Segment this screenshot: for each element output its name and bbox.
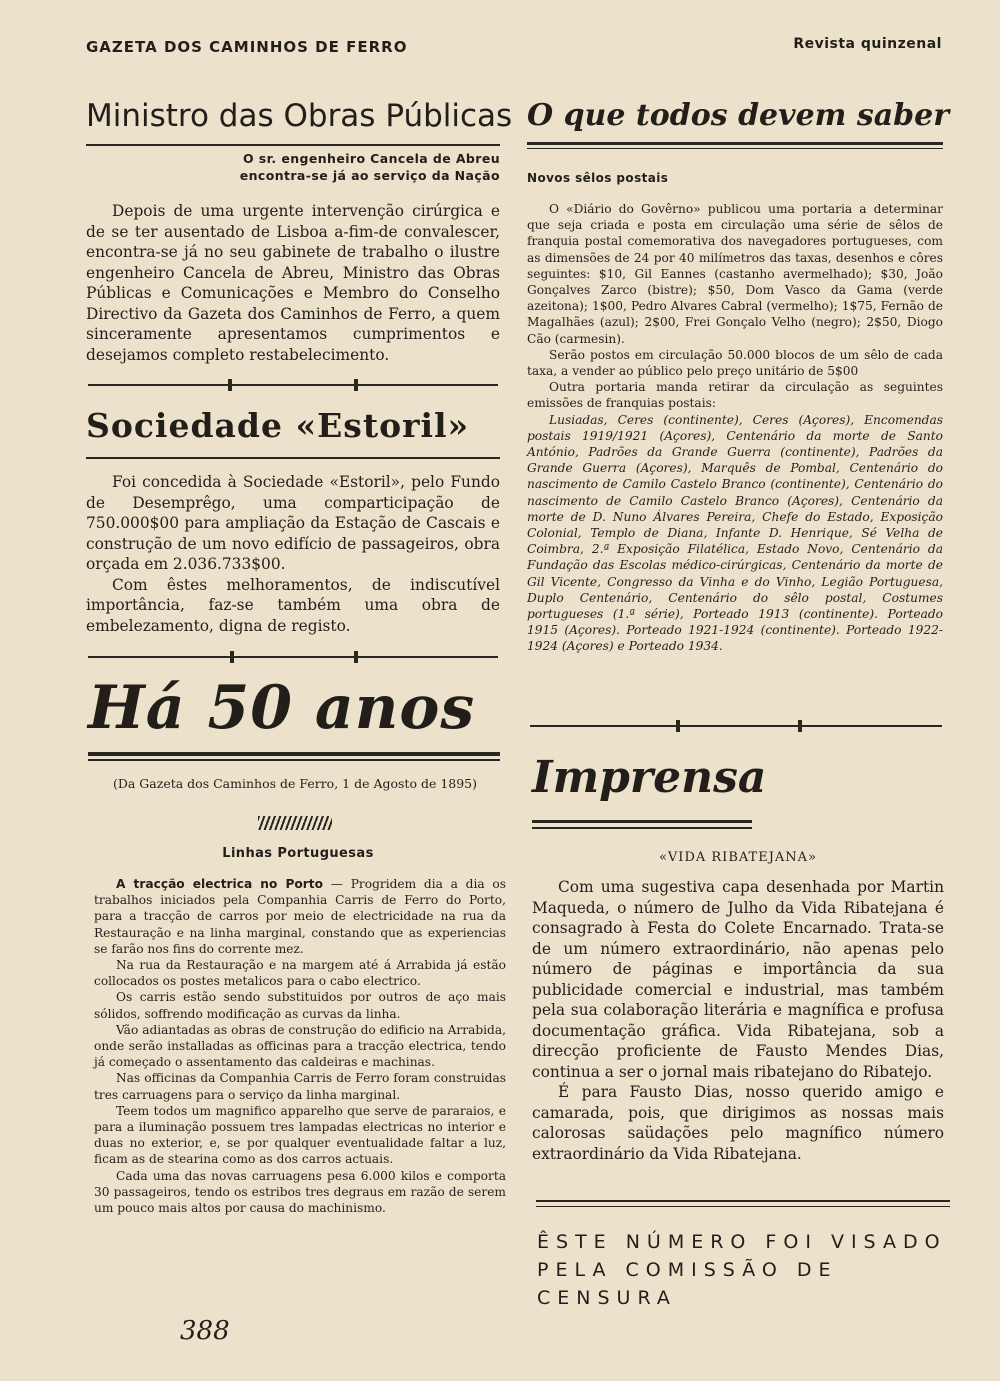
ha50-paragraph-7: Cada uma das novas carruagens pesa 6.000 kilos e comporta 30 passageiros, tendo os estribos tres degraus em razão de serem um pouco mais altos por causa do machinismo. [94,1168,506,1216]
header-periodicity: Revista quinzenal [793,36,942,52]
saber-paragraph-1: O «Diário do Govêrno» publicou uma portaria a determinar que seja criada e posta em circulação uma série de sêlos de franquia postal comemorativa dos navegadores portugueses, com as dimensões de 24 por 40 milímetros das taxas, desenhos e côres seguintes: $10, Gil Eannes (castanho avermelhado); $30, João Gonçalves Zarco (bistre); $50, Dom Vasco da Gama (verde azeitona); 1$00, Pedro Alvares Cabral (vermelho); 1$75, Fernão de Magalhães (azul); 2$00, Frei Gonçalo Velho (negro); 2$50, Diogo Cão (carmesin). [527,202,943,346]
saber-paragraph-2: Serão postos em circulação 50.000 blocos de um sêlo de cada taxa, a vender ao público pelo preço unitário de 5$00 [527,347,943,379]
section-divider [530,725,942,727]
saber-paragraph-3: Outra portaria manda retirar da circulação as seguintes emissões de franquias postais: [527,380,943,411]
section-divider [88,656,498,658]
censura-notice [537,1228,957,1312]
ha50-paragraph-1: — Progridem dia a dia os trabalhos iniciados pela Companhia Carris de Ferro do Porto, para a tracção de carros por meio de electricidade na rua da Restauração e na linha marginal, constando que as experiencias se farão nos fins do corrente mez. [94,877,506,956]
saber-paragraph-4: Lusiadas, Ceres (continente), Ceres (Açores), Encomendas postais 1919/1921 (Açores), Centenário da morte de Santo António, Padrões da Grande Guerra (continente), Padrões da Grande Guerra (Açores), Marquês de Pombal, Centenário do nascimento de Camilo Castelo Branco (continente), Centenário do nascimento de Camilo Castelo Branco (Açores), Centenário da morte de D. Nuno Álvares Pereira, Chefe do Estado, Exposição Colonial, Templo de Diana, Infante D. Henrique, Sé Velha de Coimbra, 2.ª Exposição Filatélica, Estado Novo, Centenário da Fundação das Escolas médico-cirúrgicas, Centenário da morte de Gil Vicente, Congresso da Vinha e do Vinho, Legião Portuguesa, Duplo Centenário, Centenário do sêlo postal, Costumes portugueses (1.ª série), Porteado 1913 (continente). Porteado 1915 (Açores). Porteado 1921-1924 (continente). Porteado 1922-1924 (Açores) e Porteado 1934. [527,412,943,654]
page-number: 388 [180,1316,230,1346]
estoril-article [86,400,500,636]
imprensa-title: Imprensa [532,752,767,803]
ha50-paragraph-3: Os carris estão sendo substituidos por outros de aço mais sólidos, soffrendo modificação as curvas da linha. [94,990,506,1021]
saber-article [527,94,950,655]
estoril-paragraph-2: Com êstes melhoramentos, de indiscutível importância, faz-se também uma obra de embelezamento, digna de registo. [86,575,500,635]
section-divider [88,384,498,386]
ornament [258,816,332,830]
imprensa-paragraph-2: É para Fausto Dias, nosso querido amigo e camarada, pois, que dirigimos as nossas mais calorosas saüdações pelo magnífico número extraordinário da Vida Ribatejana. [532,1083,944,1163]
ha50-paragraph-6: Teem todos um magnifico apparelho que serve de pararaios, e para a iluminação possuem tres lampadas electricas no interior e duas no exterior, e, se por qualquer eventualidade faltar a luz, ficam as de stearina como as dos carros actuais. [94,1103,506,1167]
ha50-paragraph-2: Na rua da Restauração e na margem até á Arrabida já estão collocados os postes metalicos para o cabo electrico. [94,958,506,989]
censura-line-2: PELA COMISSÃO DE CENSURA [537,1259,838,1309]
journal-header: GAZETA DOS CAMINHOS DE FERRO [86,38,408,56]
censura-rule [536,1200,950,1202]
ministro-title: Ministro das Obras Públicas [86,98,513,134]
imprensa-paragraph-1: Com uma sugestiva capa desenhada por Martin Maqueda, o número de Julho da Vida Ribatejana é consagrado à Festa do Colete Encarnado. Trata-se de um número extraordinário, não apenas pelo número de páginas e importância da sua publicidade comercial e industrial, mas também pela sua colaboração literária e magnífica e profusa documentação gráfica. Vida Ribatejana, sob a direcção proficiente de Fausto Mendes Dias, continua a ser o jornal mais ribatejano do Ribatejo. [532,878,944,1081]
ministro-subtitle-2: encontra-se já ao serviço da Nação [239,168,500,183]
ministro-body: Depois de uma urgente intervenção cirúrgica e de se ter ausentado de Lisboa a-fim-de convalescer, encontra-se já no seu gabinete de trabalho o ilustre engenheiro Cancela de Abreu, Ministro das Obras Públicas e Comunicações e Membro do Conselho Directivo da Gazeta dos Caminhos de Ferro, a quem sinceramente apresentamos cumprimentos e desejamos completo restabelecimento. [86,202,500,364]
imprensa-article [532,746,944,1164]
imprensa-section: «VIDA RIBATEJANA» [658,850,818,865]
ha50-lead: A tracção electrica no Porto [116,877,324,891]
saber-title: O que todos devem saber [527,98,950,133]
censura-line-1: ÊSTE NÚMERO FOI VISADO [537,1231,947,1253]
ha50-source: (Da Gazeta dos Caminhos de Ferro, 1 de Agosto de 1895) [112,776,478,791]
saber-section: Novos sêlos postais [527,171,669,185]
ha50-article [88,668,502,791]
ha50-body [94,876,506,1216]
ministro-subtitle-1: O sr. engenheiro Cancela de Abreu [243,151,500,166]
ha50-paragraph-5: Nas officinas da Companhia Carris de Ferro foram construidas tres carruagens para o serviço da linha marginal. [94,1071,506,1102]
ministro-article [86,94,513,365]
ha50-title: Há 50 anos [88,673,476,743]
ha50-section: Linhas Portuguesas [222,846,374,861]
ha50-paragraph-4: Vão adiantadas as obras de construção do edificio na Arrabida, onde serão installadas as officinas para a tracção electrica, tendo já começado o assentamento das caldeiras e machinas. [94,1022,506,1070]
estoril-paragraph-1: Foi concedida à Sociedade «Estoril», pelo Fundo de Desemprêgo, uma comparticipação de 750.000$00 para ampliação da Estação de Cascais e construção de um novo edifício de passageiros, obra orçada em 2.036.733$00. [86,473,500,573]
estoril-title: Sociedade «Estoril» [86,406,470,445]
